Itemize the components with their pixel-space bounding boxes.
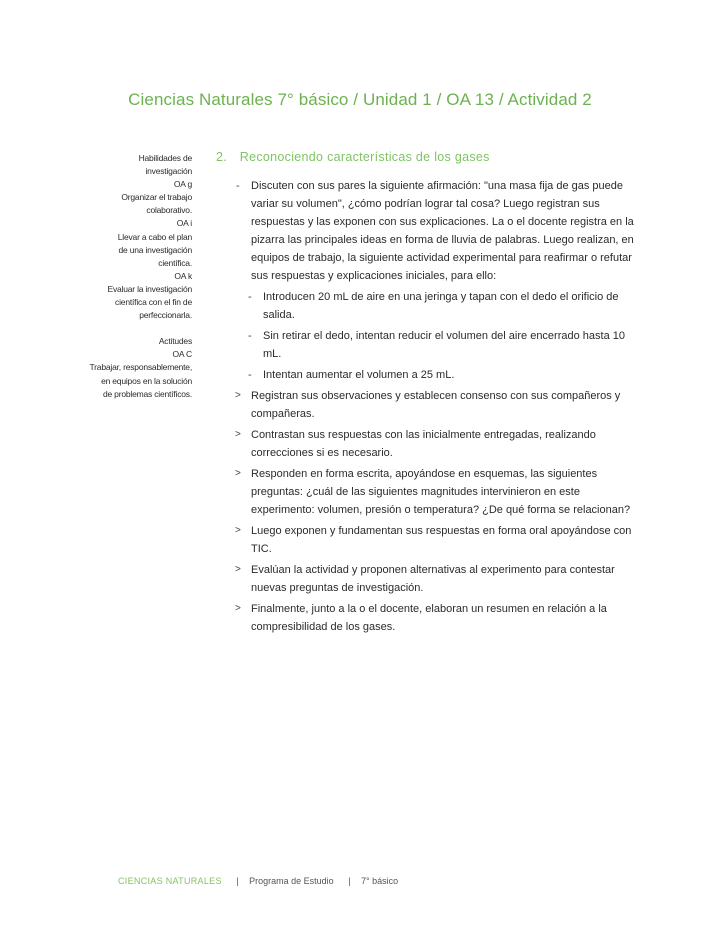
- dash-bullet-icon: -: [248, 369, 252, 381]
- sub-list-item: [216, 366, 641, 384]
- list-item: [216, 387, 641, 423]
- chevron-right-icon: >: [235, 603, 241, 614]
- dash-bullet-icon: -: [248, 330, 252, 342]
- sub-list-item: [216, 327, 641, 363]
- list-item-text: Introducen 20 mL de aire en una jeringa y tapan con el dedo el orificio de salida.: [263, 291, 619, 321]
- list-item: [216, 561, 641, 597]
- oa-description: colaborativo.: [146, 205, 192, 216]
- skills-group: [72, 152, 192, 322]
- oa-description: Organizar el trabajo: [121, 192, 192, 203]
- list-item: [216, 600, 641, 636]
- skills-heading: Habilidades de: [138, 153, 192, 163]
- list-item: [216, 465, 641, 519]
- section-heading: [216, 150, 641, 164]
- list-item-text: Responden en forma escrita, apoyándose en esquemas, las siguientes preguntas: ¿cuál de las siguientes magnitudes intervinieron en este experimento: volumen, presión o temperatura? ¿De qué forma se relacionan?: [251, 468, 631, 516]
- oa-description: en equipos en la solución: [101, 375, 192, 386]
- footer-program: Programa de Estudio: [249, 876, 334, 886]
- list-item: [216, 426, 641, 462]
- skills-heading-cont: investigación: [145, 166, 192, 177]
- footer-grade: 7° básico: [361, 876, 399, 886]
- oa-description: científica con el fin de: [115, 297, 192, 308]
- sub-list-item: [216, 288, 641, 324]
- learning-objectives-sidebar: [72, 152, 192, 401]
- list-item: [216, 522, 641, 558]
- chevron-right-icon: >: [235, 468, 241, 479]
- oa-description: Evaluar la investigación: [107, 283, 192, 294]
- list-item-text: Sin retirar el dedo, intentan reducir el volumen del aire encerrado hasta 10 mL.: [263, 330, 625, 360]
- footer-subject: CIENCIAS NATURALES: [118, 876, 222, 886]
- chevron-right-icon: >: [235, 429, 241, 440]
- dash-bullet-icon: -: [236, 180, 240, 192]
- page-footer: [118, 876, 398, 886]
- section-title: Reconociendo características de los gases: [239, 150, 490, 164]
- list-item-text: Intentan aumentar el volumen a 25 mL.: [263, 369, 455, 381]
- oa-code: OA i: [176, 218, 192, 229]
- list-item-text: Luego exponen y fundamentan sus respuestas en forma oral apoyándose con TIC.: [251, 525, 632, 555]
- oa-description: de una investigación: [118, 244, 192, 255]
- attitudes-heading: Actitudes: [158, 336, 192, 347]
- oa-code: OA k: [174, 270, 192, 281]
- spacer: [72, 322, 192, 335]
- chevron-right-icon: >: [235, 564, 241, 575]
- list-item-text: Registran sus observaciones y establecen consenso con sus compañeros y compañeras.: [251, 390, 621, 420]
- list-item-text: Evalúan la actividad y proponen alternativas al experimento para contestar nuevas preguntas de investigación.: [251, 564, 615, 594]
- oa-code: OA g: [173, 179, 192, 190]
- activity-content: [216, 150, 641, 636]
- section-number: 2.: [216, 150, 228, 164]
- oa-description: científica.: [158, 257, 192, 268]
- oa-description: Llevar a cabo el plan: [117, 231, 192, 242]
- footer-separator: |: [236, 876, 239, 886]
- list-item-text: Finalmente, junto a la o el docente, elaboran un resumen en relación a la compresibilidad de los gases.: [251, 603, 607, 633]
- attitudes-group: [72, 335, 192, 400]
- list-item-text: Discuten con sus pares la siguiente afirmación: "una masa fija de gas puede variar su volumen", ¿cómo podrían lograr tal cosa? Luego registran sus respuestas y las exponen con sus explicaciones. La o el docente registra en la pizarra las principales ideas en forma de lluvia de palabras. Luego realizan, en equipos de trabajo, la siguiente actividad experimental para reafirmar o refutar sus respuestas y explicaciones iniciales, para ello:: [251, 180, 634, 282]
- oa-description: Trabajar, responsablemente,: [89, 362, 192, 373]
- page-title: Ciencias Naturales 7° básico / Unidad 1 / OA 13 / Actividad 2: [128, 90, 592, 109]
- list-item-text: Contrastan sus respuestas con las inicialmente entregadas, realizando correcciones si es necesario.: [251, 429, 596, 459]
- footer-separator: |: [348, 876, 351, 886]
- list-item: [216, 177, 641, 285]
- oa-description: perfeccionarla.: [139, 310, 192, 321]
- oa-description: de problemas científicos.: [102, 388, 192, 399]
- oa-code: OA C: [172, 349, 192, 360]
- chevron-right-icon: >: [235, 525, 241, 536]
- chevron-right-icon: >: [235, 390, 241, 401]
- dash-bullet-icon: -: [248, 291, 252, 303]
